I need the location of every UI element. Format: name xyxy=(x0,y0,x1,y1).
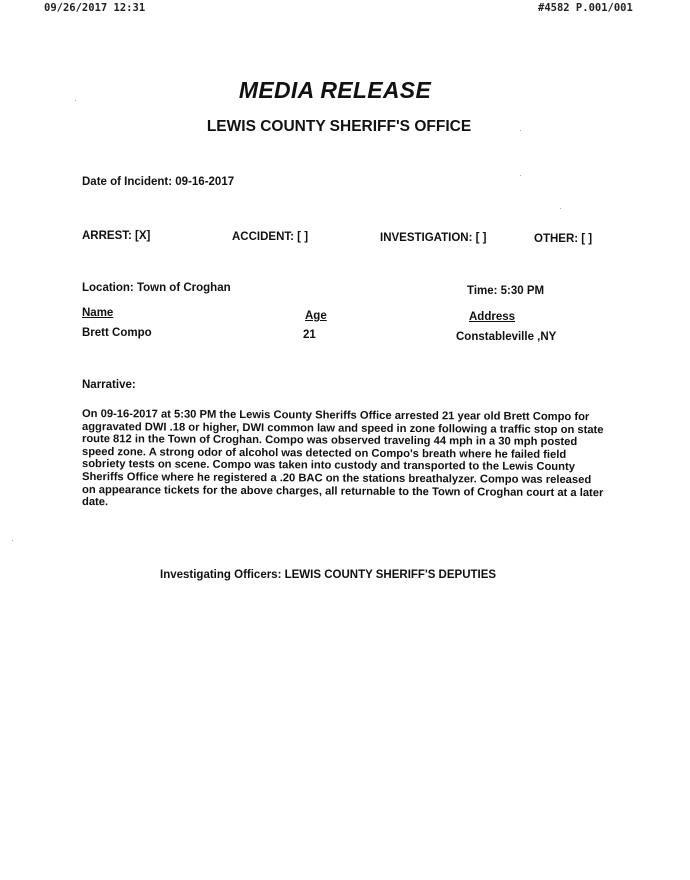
narrative-label: Narrative: xyxy=(82,379,136,391)
subject-age: 21 xyxy=(303,329,316,341)
narrative-line: On 09-16-2017 at 5:30 PM the Lewis County Sheriffs Office arrested 21 year old Brett Compo for xyxy=(81,408,590,424)
narrative-line: date. xyxy=(81,496,109,509)
time: Time: 5:30 PM xyxy=(467,285,545,297)
narrative-line: speed zone. A strong odor of alcohol was detected on Compo's breath where he failed field xyxy=(81,445,567,461)
scan-speck xyxy=(12,540,13,541)
office-heading xyxy=(0,118,690,136)
document-title-text: MEDIA RELEASE xyxy=(238,77,432,103)
scan-speck xyxy=(75,100,76,101)
category-accident: ACCIDENT: [ ] xyxy=(232,231,309,243)
narrative-line: aggravated DWI .18 or higher, DWI common law and speed in zone following a traffic stop on state xyxy=(81,420,604,436)
document-title xyxy=(0,77,690,104)
scan-speck xyxy=(560,208,561,209)
scan-speck xyxy=(520,175,521,176)
fax-timestamp: 09/26/2017 12:31 xyxy=(44,2,146,14)
scan-speck xyxy=(520,130,521,131)
subject-address: Constableville ,NY xyxy=(456,331,557,343)
office-heading-text: LEWIS COUNTY SHERIFF'S OFFICE xyxy=(206,118,472,135)
narrative-line: sobriety tests on scene. Compo was taken into custody and transported to the Lewis County xyxy=(81,458,575,474)
column-header-address: Address xyxy=(469,311,516,323)
date-of-incident: Date of Incident: 09-16-2017 xyxy=(82,176,235,188)
narrative-line: Sheriffs Office where he registered a .20 BAC on the stations breathalyzer. Compo was released xyxy=(81,470,592,487)
investigating-officers: Investigating Officers: LEWIS COUNTY SHERIFF'S DEPUTIES xyxy=(160,569,497,581)
location: Location: Town of Croghan xyxy=(82,282,231,294)
fax-page-ref: #4582 P.001/001 xyxy=(538,2,633,14)
column-header-age: Age xyxy=(305,310,327,322)
subject-name: Brett Compo xyxy=(82,327,152,339)
narrative-body xyxy=(82,408,622,509)
column-header-name: Name xyxy=(82,307,114,319)
category-investigation: INVESTIGATION: [ ] xyxy=(380,232,487,244)
category-other: OTHER: [ ] xyxy=(534,233,593,245)
narrative-line: on appearance tickets for the above charges, all returnable to the Town of Croghan court at a later xyxy=(81,483,604,499)
narrative-line: route 812 in the Town of Croghan. Compo was observed traveling 44 mph in a 30 mph posted xyxy=(81,433,578,449)
category-arrest: ARREST: [X] xyxy=(82,230,151,242)
